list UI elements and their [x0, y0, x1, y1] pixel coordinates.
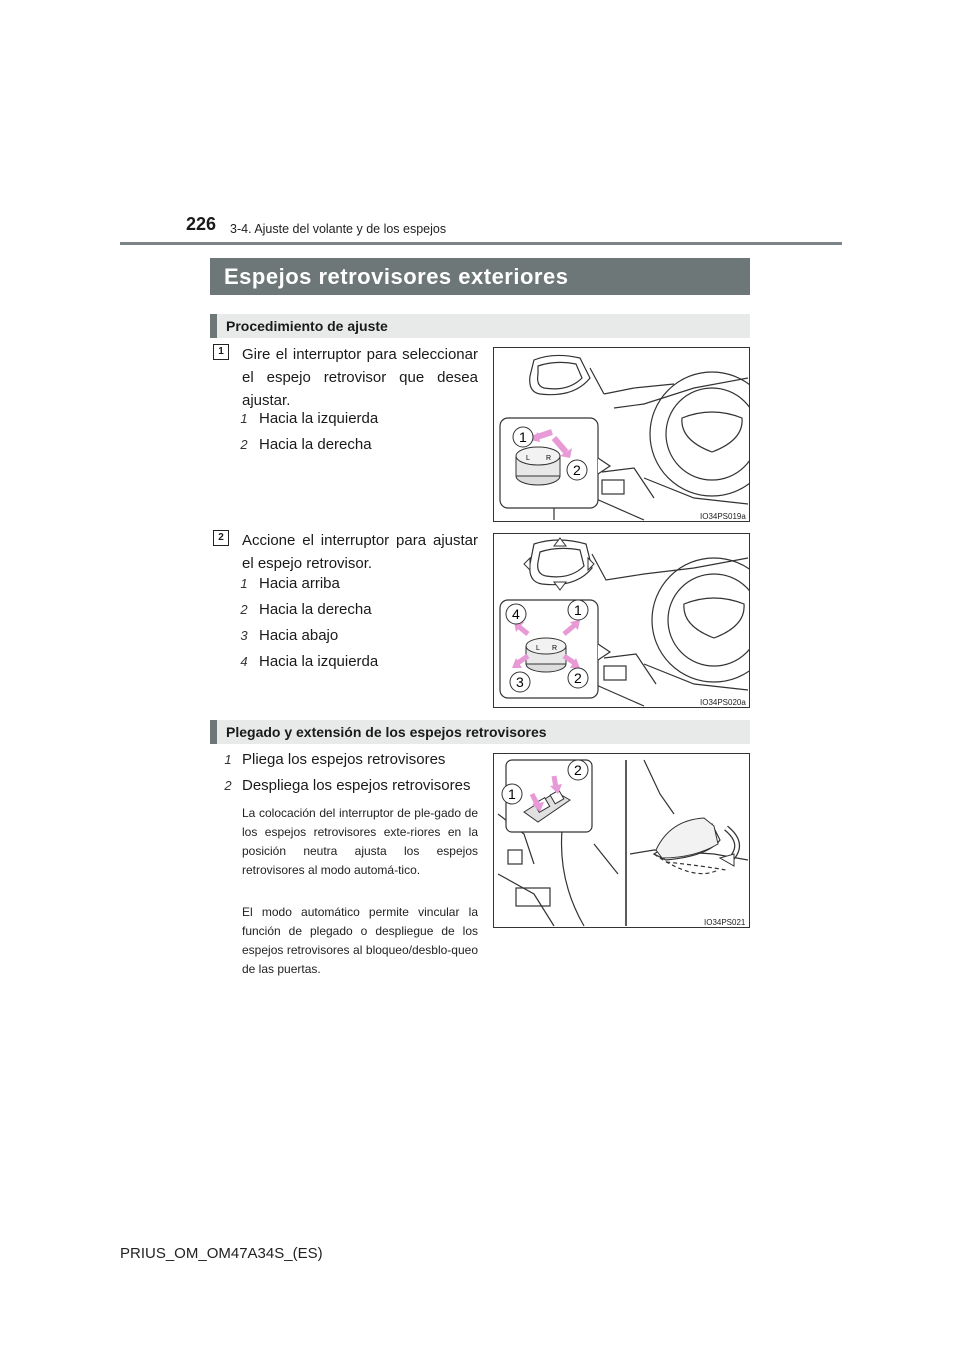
item-label: Hacia la izquierda	[259, 653, 379, 670]
callout-1: 1	[574, 602, 582, 618]
item-number: 4	[240, 654, 248, 669]
item-label: Hacia la derecha	[259, 436, 372, 453]
section-heading-adjustment: Procedimiento de ajuste	[210, 314, 750, 338]
document-code: PRIUS_OM_OM47A34S_(ES)	[120, 1245, 323, 1262]
mirror-folding-illustration	[494, 754, 749, 927]
figure-code: IO34PS020a	[700, 698, 746, 707]
item-label: Hacia arriba	[259, 575, 340, 592]
note-neutral-position: La colocación del interruptor de ple-gado de los espejos retrovisores exte-riores en la posición neutra ajusta los espejos retrovisores al modo automá-tico.	[242, 806, 478, 877]
mirror-select-illustration	[494, 348, 749, 521]
item-number: 1	[224, 752, 232, 767]
step-number-1: 1	[213, 344, 229, 360]
figure-mirror-select	[493, 347, 750, 522]
switch-label-r: R	[552, 645, 558, 652]
callout-2: 2	[574, 670, 582, 686]
callout-4: 4	[512, 606, 520, 622]
switch-label-l: L	[536, 645, 540, 652]
item-number: 1	[240, 576, 248, 591]
figure-mirror-adjust	[493, 533, 750, 708]
callout-2: 2	[574, 762, 582, 778]
item-number: 2	[240, 602, 248, 617]
step-number-2: 2	[213, 530, 229, 546]
header-rule	[120, 242, 842, 245]
section-heading-folding: Plegado y extensión de los espejos retrovisores	[210, 720, 750, 744]
item-number: 1	[240, 411, 248, 426]
figure-code: IO34PS021	[704, 918, 746, 927]
callout-1: 1	[519, 429, 527, 445]
item-label: Pliega los espejos retrovisores	[242, 751, 446, 768]
figure-mirror-folding	[493, 753, 750, 928]
page-title: Espejos retrovisores exteriores	[210, 258, 750, 295]
item-number: 2	[240, 437, 248, 452]
item-label: Despliega los espejos retrovisores	[242, 777, 471, 794]
item-number: 2	[224, 778, 232, 793]
callout-3: 3	[516, 674, 524, 690]
callout-2: 2	[573, 462, 581, 478]
callout-1: 1	[508, 786, 516, 802]
item-number: 3	[240, 628, 248, 643]
switch-label-r: R	[546, 455, 552, 462]
mirror-adjust-illustration	[494, 534, 749, 707]
switch-label-l: L	[526, 455, 530, 462]
item-label: Hacia la izquierda	[259, 410, 379, 427]
page-number: 226	[186, 214, 217, 234]
item-label: Hacia la derecha	[259, 601, 372, 618]
step-2-text: Accione el interruptor para ajustar el espejo retrovisor.	[242, 532, 478, 572]
step-1-text: Gire el interruptor para seleccionar el espejo retrovisor que desea ajustar.	[242, 346, 478, 409]
section-reference: 3-4. Ajuste del volante y de los espejos	[230, 222, 447, 236]
note-auto-mode: El modo automático permite vincular la función de plegado o despliegue de los espejos retrovisores al bloqueo/desblo-queo de las puertas.	[242, 905, 478, 976]
item-label: Hacia abajo	[259, 627, 339, 644]
figure-code: IO34PS019a	[700, 512, 746, 521]
